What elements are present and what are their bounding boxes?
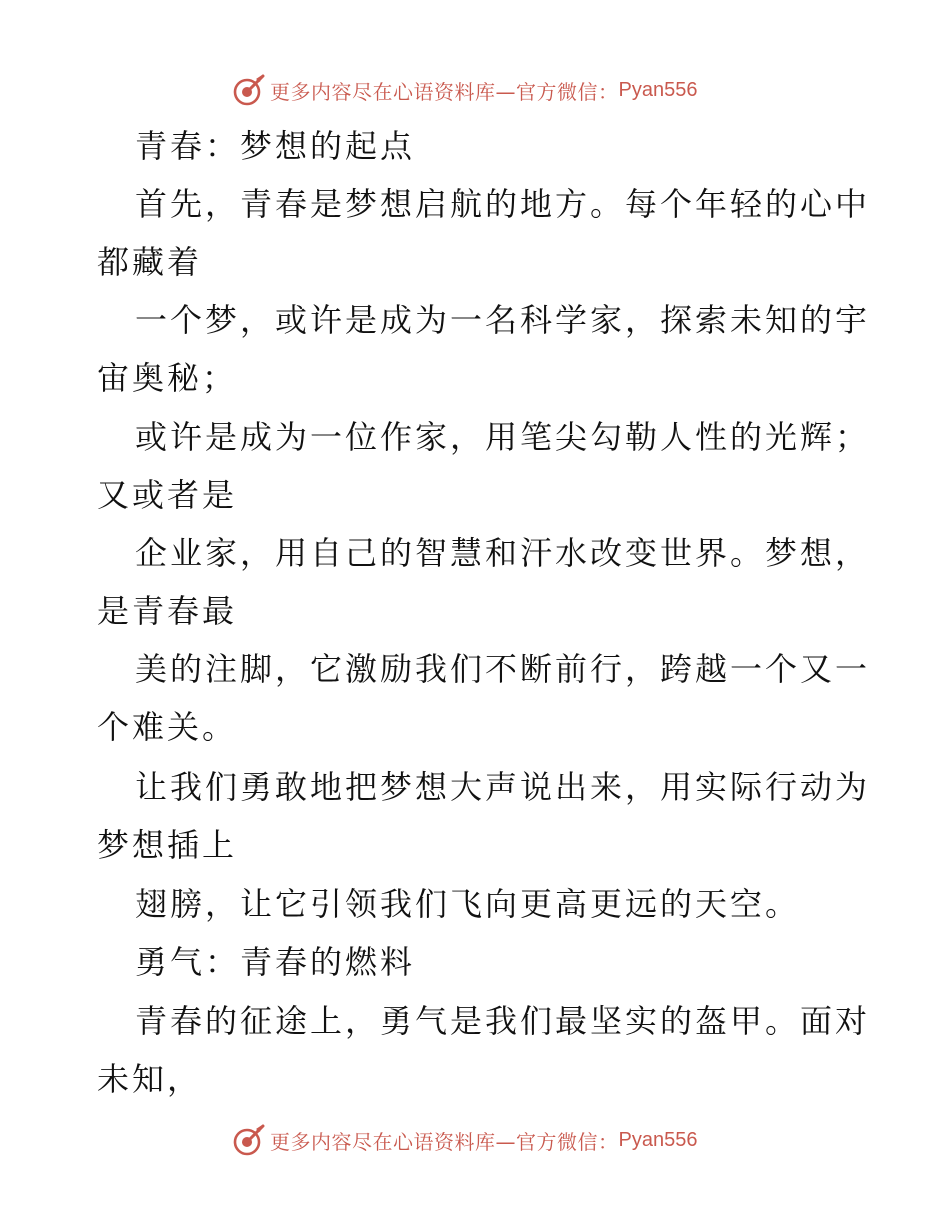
paragraph-line: 又或者是 bbox=[97, 476, 238, 514]
paragraph-line: 让我们勇敢地把梦想大声说出来，用实际行动为 bbox=[135, 768, 871, 806]
paragraph-line: 首先，青春是梦想启航的地方。每个年轻的心中 bbox=[135, 185, 871, 223]
paragraph-line: 青春的征途上，勇气是我们最坚实的盔甲。面对 bbox=[135, 1002, 871, 1040]
paragraph-line: 宙奥秘； bbox=[97, 359, 238, 397]
watermark-wechat-id: Pyan556 bbox=[618, 1128, 698, 1151]
footer-watermark bbox=[232, 1122, 697, 1158]
paragraph-line: 美的注脚，它激励我们不断前行，跨越一个又一 bbox=[135, 650, 871, 688]
watermark-wechat-id: Pyan556 bbox=[618, 78, 698, 101]
paragraph-line: 是青春最 bbox=[97, 592, 238, 630]
paragraph-line: 一个梦，或许是成为一名科学家，探索未知的宇 bbox=[135, 301, 871, 339]
section-heading-courage: 勇气：青春的燃料 bbox=[135, 943, 416, 981]
watermark-text: 更多内容尽在心语资料库—官方微信： bbox=[270, 1129, 619, 1154]
quill-pen-seal-icon bbox=[232, 1123, 266, 1157]
paragraph-line: 梦想插上 bbox=[97, 826, 238, 864]
header-watermark bbox=[232, 72, 697, 108]
paragraph-line: 或许是成为一位作家，用笔尖勾勒人性的光辉； bbox=[135, 418, 871, 456]
quill-pen-seal-icon bbox=[232, 73, 266, 107]
paragraph-line: 个难关。 bbox=[97, 708, 238, 746]
paragraph-line: 翅膀，让它引领我们飞向更高更远的天空。 bbox=[135, 885, 801, 923]
watermark-text: 更多内容尽在心语资料库—官方微信： bbox=[270, 79, 619, 104]
paragraph-line: 未知， bbox=[97, 1060, 203, 1098]
paragraph-line: 都藏着 bbox=[97, 243, 203, 281]
section-heading-dream: 青春：梦想的起点 bbox=[135, 127, 416, 165]
paragraph-line: 企业家，用自己的智慧和汗水改变世界。梦想， bbox=[135, 534, 871, 572]
